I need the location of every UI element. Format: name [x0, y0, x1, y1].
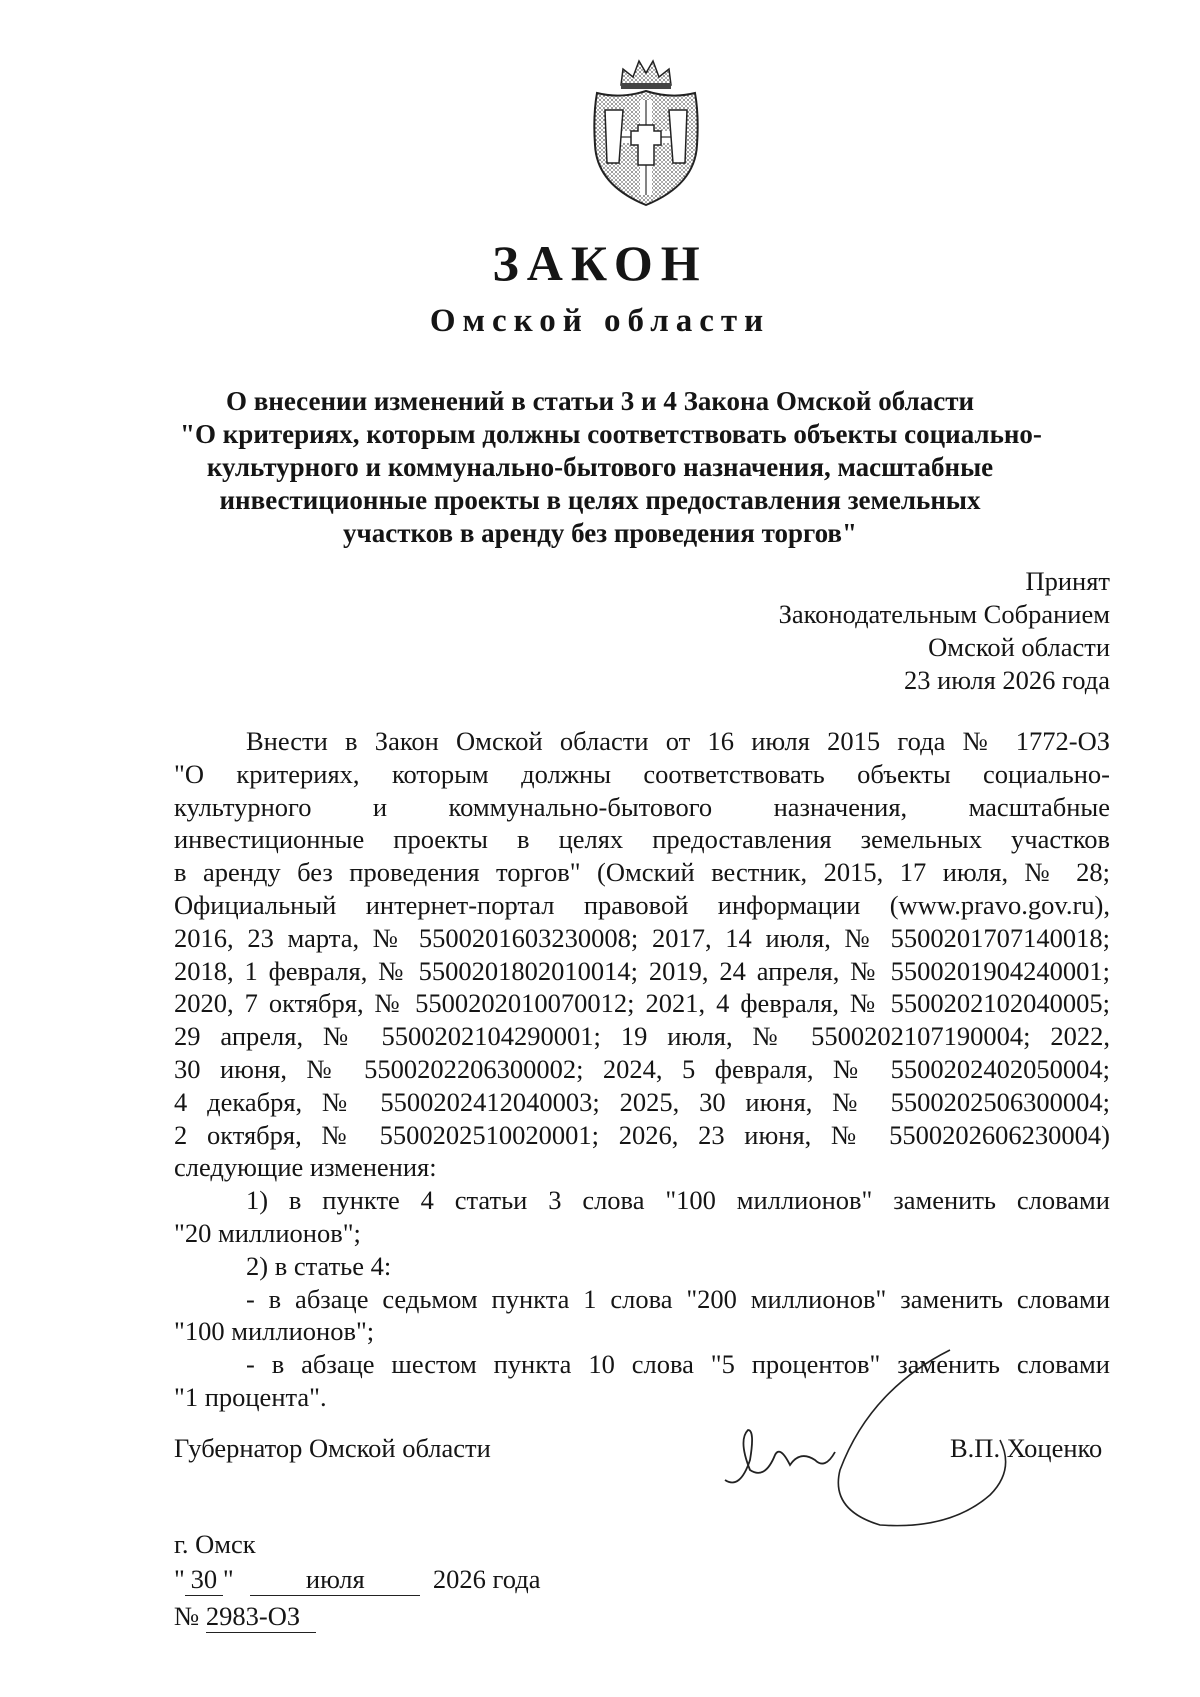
- law-body: [174, 725, 1110, 1414]
- body-line: Внести в Закон Омской области от 16 июля 2015 года № 1772-ОЗ: [246, 726, 1110, 756]
- heading-line: инвестиционные проекты в целях предоставления земельных: [219, 485, 981, 515]
- body-line: 2 октября, № 5500202510020001; 2026, 23 июня, № 5500202606230004): [174, 1119, 1110, 1150]
- body-line: 2020, 7 октября, № 5500202010070012; 2021, 4 февраля, № 5500202102040005;: [174, 988, 1110, 1019]
- city: г. Омск: [174, 1529, 256, 1559]
- law-number: [174, 1600, 316, 1633]
- amendment-item-2b: - в абзаце шестом пункта 10 слова "5 процентов" заменить словами: [246, 1349, 1110, 1380]
- adoption-block: [779, 565, 1110, 697]
- amendment-item-1-cont: "20 миллионов";: [174, 1217, 361, 1248]
- body-line: в аренду без проведения торгов" (Омский вестник, 2015, 17 июля, № 28;: [174, 857, 1110, 888]
- region-subtitle: Омской области: [429, 303, 771, 339]
- number-value: 2983-ОЗ: [206, 1600, 316, 1633]
- date-day: 30: [185, 1563, 223, 1596]
- adoption-line: Законодательным Собранием: [778, 599, 1110, 629]
- amendment-item-2a-cont: "100 миллионов";: [174, 1316, 375, 1347]
- document-type-title: ЗАКОН: [492, 235, 708, 291]
- body-line: культурного и коммунально-бытового назначения, масштабные: [174, 791, 1110, 822]
- omsk-coat-of-arms-emblem: [583, 55, 709, 209]
- amendment-item-2: 2) в статье 4:: [246, 1250, 392, 1281]
- body-line: 29 апреля, № 5500202104290001; 19 июля, № 5500202107190004; 2022,: [174, 1021, 1110, 1052]
- body-line: 30 июня, № 5500202206300002; 2024, 5 февраля, № 5500202402050004;: [174, 1053, 1110, 1084]
- adoption-line: Принят: [1025, 566, 1110, 596]
- date-year: 2026 года: [432, 1564, 541, 1594]
- heading-line: культурного и коммунально-бытового назначения, масштабные: [206, 452, 994, 482]
- amendment-item-2a: - в абзаце седьмом пункта 1 слова "200 миллионов" заменить словами: [246, 1283, 1110, 1314]
- adoption-date: 23 июля 2026 года: [903, 665, 1110, 695]
- heading-line: О внесении изменений в статьи 3 и 4 Закона Омской области: [225, 386, 975, 416]
- date-month: июля: [250, 1563, 420, 1596]
- heading-line: "О критериях, которым должны соответствовать объекты социально-: [180, 419, 1042, 449]
- body-line: Официальный интернет-портал правовой информации (www.pravo.gov.ru),: [174, 889, 1110, 920]
- body-line: 4 декабря, № 5500202412040003; 2025, 30 июня, № 5500202506300004;: [174, 1086, 1110, 1117]
- law-heading: [180, 385, 1042, 550]
- governor-name: В.П. Хоценко: [950, 1433, 1103, 1463]
- number-prefix: №: [174, 1601, 200, 1631]
- heading-line: участков в аренду без проведения торгов": [343, 518, 857, 548]
- amendment-item-1: 1) в пункте 4 статьи 3 слова "100 миллионов" заменить словами: [246, 1185, 1110, 1216]
- signing-date: " 30 " июля 2026 года: [174, 1564, 541, 1594]
- amendment-item-2b-cont: "1 процента".: [174, 1381, 327, 1412]
- body-line: следующие изменения:: [174, 1152, 437, 1183]
- body-line: инвестиционные проекты в целях предоставления земельных участков: [174, 824, 1110, 855]
- adoption-line: Омской области: [928, 632, 1110, 662]
- governor-position: Губернатор Омской области: [174, 1433, 491, 1463]
- handwritten-signature: [720, 1330, 1020, 1530]
- body-line: 2016, 23 марта, № 5500201603230008; 2017, 14 июля, № 5500201707140018;: [174, 922, 1110, 953]
- body-line: 2018, 1 февраля, № 5500201802010014; 2019, 24 апреля, № 5500201904240001;: [174, 955, 1110, 986]
- body-line: "О критериях, которым должны соответствовать объекты социально-: [174, 758, 1110, 789]
